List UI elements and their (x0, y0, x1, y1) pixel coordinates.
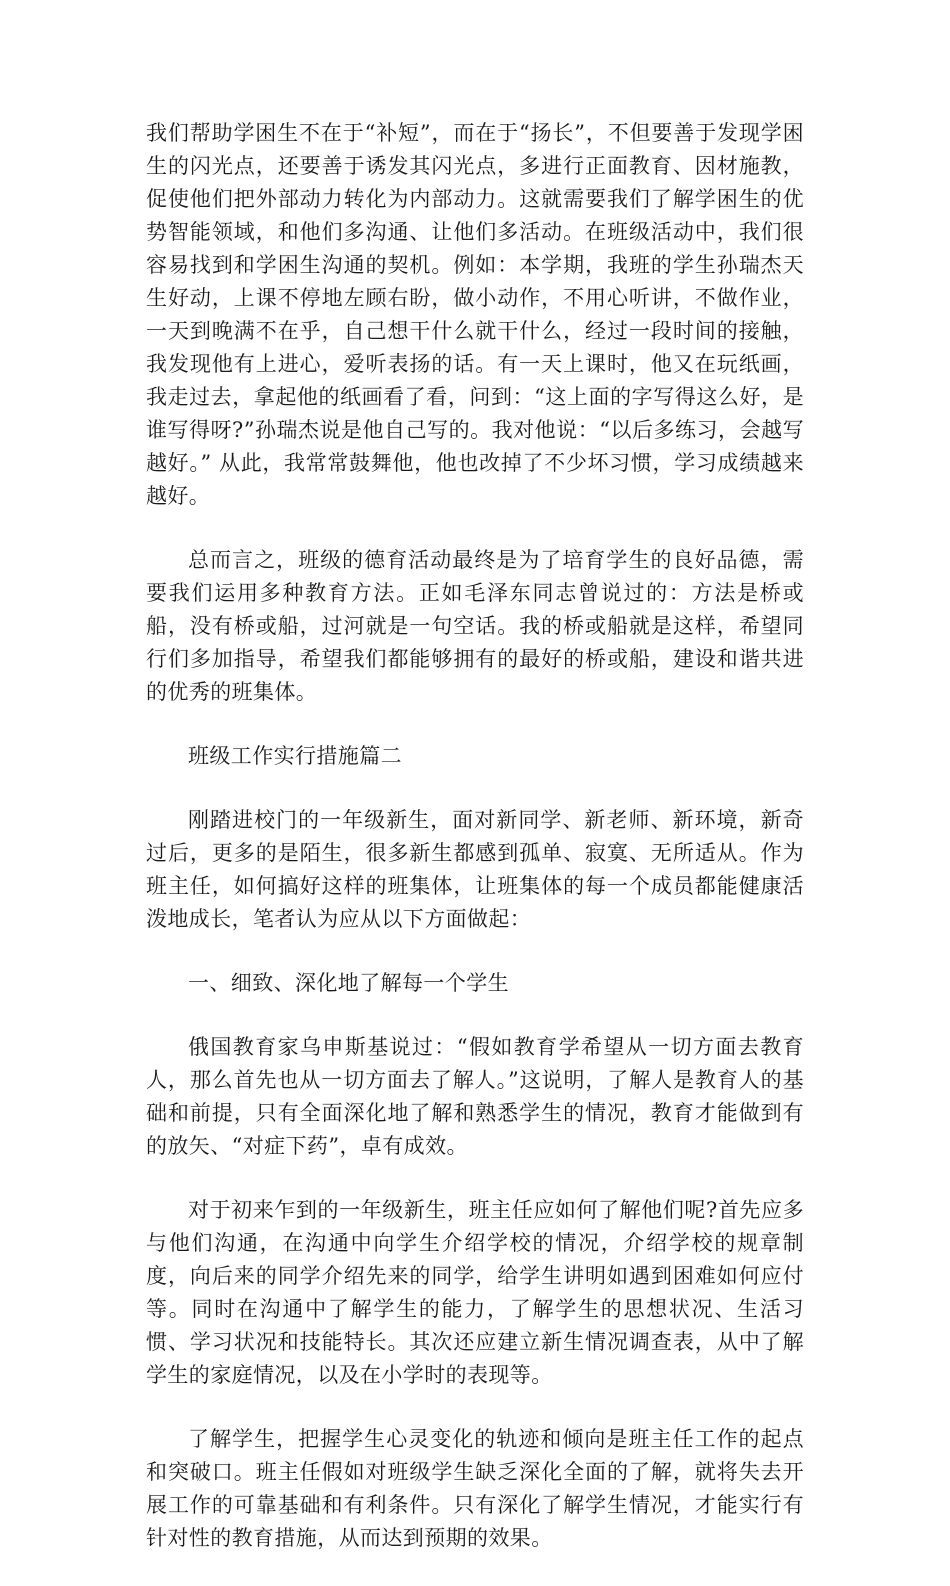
paragraph-ushinsky-quote: 俄国教育家乌申斯基说过：“假如教育学希望从一切方面去教育人，那么首先也从一切方面去了解人。”这说明，了解人是教育人的基础和前提，只有全面深化地了解和熟悉学生的情况，教育才能做到有的放矢、“对症下药”，卓有成效。 (146, 1035, 804, 1158)
document-page (146, 117, 804, 1586)
paragraph-first-graders-intro: 刚踏进校门的一年级新生，面对新同学、新老师、新环境，新奇过后，更多的是陌生，很多新生都感到孤单、寂寞、无所适从。作为班主任，如何搞好这样的班集体，让班集体的每一个成员都能健康活泼地成长，笔者认为应从以下方面做起： (146, 808, 804, 931)
section-title-part-two: 班级工作实行措施篇二 (188, 744, 402, 768)
paragraph-conclusion: 总而言之，班级的德育活动最终是为了培育学生的良好品德，需要我们运用多种教育方法。正如毛泽东同志曾说过的：方法是桥或船，没有桥或船，过河就是一句空话。我的桥或船就是这样，希望同行们多加指导，希望我们都能够拥有的最好的桥或船，建设和谐共进的优秀的班集体。 (146, 548, 804, 704)
paragraph-how-to-understand-new-students: 对于初来乍到的一年级新生，班主任应如何了解他们呢?首先应多与他们沟通，在沟通中向学生介绍学校的情况，介绍学校的规章制度，向后来的同学介绍先来的同学，给学生讲明如遇到困难如何应付等。同时在沟通中了解学生的能力，了解学生的思想状况、生活习惯、学习状况和技能特长。其次还应建立新生情况调查表，从中了解学生的家庭情况，以及在小学时的表现等。 (146, 1198, 804, 1387)
subheading-understand-each-student: 一、细致、深化地了解每一个学生 (188, 971, 509, 995)
paragraph-helping-struggling-students: 我们帮助学困生不在于“补短”，而在于“扬长”，不但要善于发现学困生的闪光点，还要善于诱发其闪光点，多进行正面教育、因材施教，促使他们把外部动力转化为内部动力。这就需要我们了解学困生的优势智能领域，和他们多沟通、让他们多活动。在班级活动中，我们很容易找到和学困生沟通的契机。例如：本学期，我班的学生孙瑞杰天生好动，上课不停地左顾右盼，做小动作，不用心听讲，不做作业，一天到晚满不在乎，自己想干什么就干什么，经过一段时间的接触，我发现他有上进心，爱听表扬的话。有一天上课时，他又在玩纸画，我走过去，拿起他的纸画看了看，问到：“这上面的字写得这么好，是谁写得呀?”孙瑞杰说是他自己写的。我对他说：“以后多练习，会越写越好。” 从此，我常常鼓舞他，他也改掉了不少坏习惯，学习成绩越来越好。 (146, 121, 804, 508)
paragraph-understanding-is-starting-point: 了解学生，把握学生心灵变化的轨迹和倾向是班主任工作的起点和突破口。班主任假如对班级学生缺乏深化全面的了解，就将失去开展工作的可靠基础和有利条件。只有深化了解学生情况，才能实行有针对性的教育措施，从而达到预期的效果。 (146, 1427, 804, 1550)
